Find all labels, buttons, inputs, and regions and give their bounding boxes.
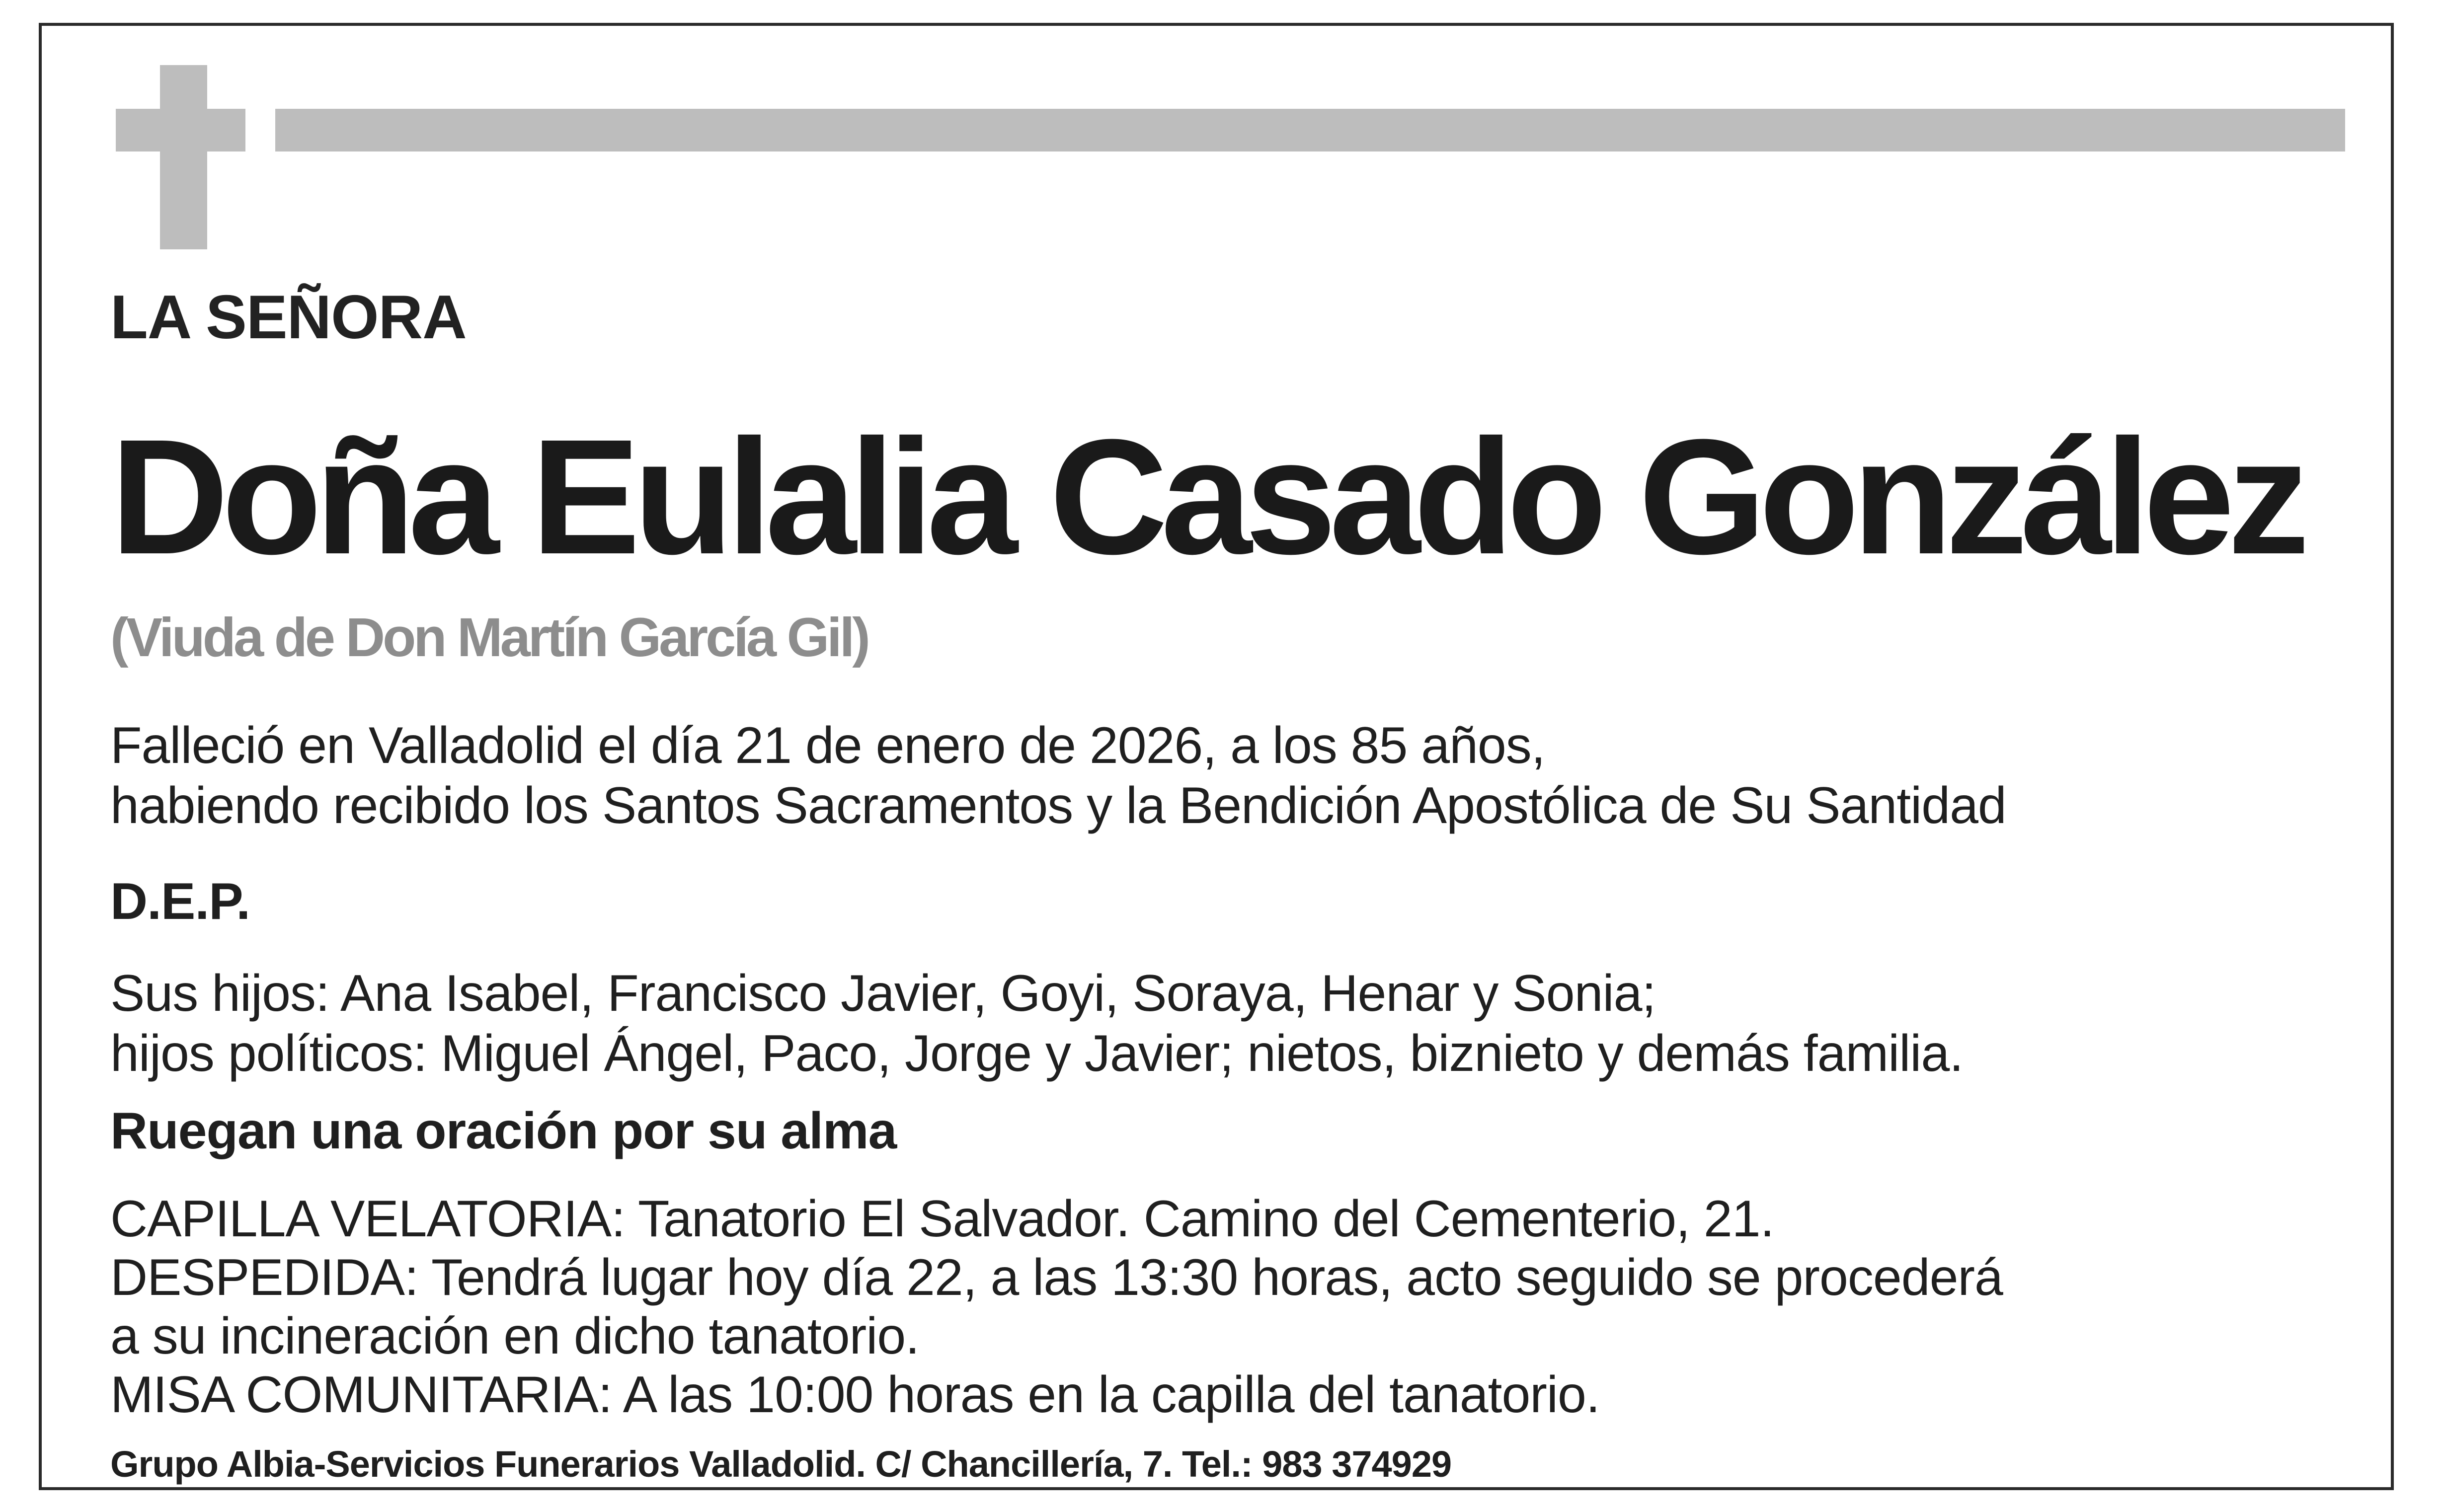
death-details-line: Falleció en Valladolid el día 21 de enero de 2026, a los 85 años, <box>110 717 1545 774</box>
service-line: a su incineración en dicho tanatorio. <box>110 1307 920 1365</box>
service-line: MISA COMUNITARIA: A las 10:00 horas en la capilla del tanatorio. <box>110 1366 1600 1424</box>
widow-note: (Viuda de Don Martín García Gil) <box>110 607 868 668</box>
service-line: DESPEDIDA: Tendrá lugar hoy día 22, a las 13:30 horas, acto seguido se procederá <box>110 1249 2003 1306</box>
family-line: hijos políticos: Miguel Ángel, Paco, Jorge y Javier; nietos, biznieto y demás familia. <box>110 1025 1964 1082</box>
funeral-home-footer: Grupo Albia-Servicios Funerarios Valladolid. C/ Chancillería, 7. Tel.: 983 374929 <box>110 1443 1452 1485</box>
latin-cross-icon <box>160 65 207 249</box>
service-line: CAPILLA VELATORIA: Tanatorio El Salvador. Camino del Cementerio, 21. <box>110 1190 1774 1248</box>
prayer-request: Ruegan una oración por su alma <box>110 1102 897 1160</box>
latin-cross-icon-arm <box>116 109 245 151</box>
death-details-line: habiendo recibido los Santos Sacramentos y la Bendición Apostólica de Su Santidad <box>110 777 2006 834</box>
header-rule <box>275 109 2345 151</box>
honorific: LA SEÑORA <box>110 283 467 352</box>
deceased-name: Doña Eulalia Casado González <box>110 405 2303 588</box>
family-line: Sus hijos: Ana Isabel, Francisco Javier, Goyi, Soraya, Henar y Sonia; <box>110 965 1656 1022</box>
rest-in-peace-label: D.E.P. <box>110 873 250 930</box>
